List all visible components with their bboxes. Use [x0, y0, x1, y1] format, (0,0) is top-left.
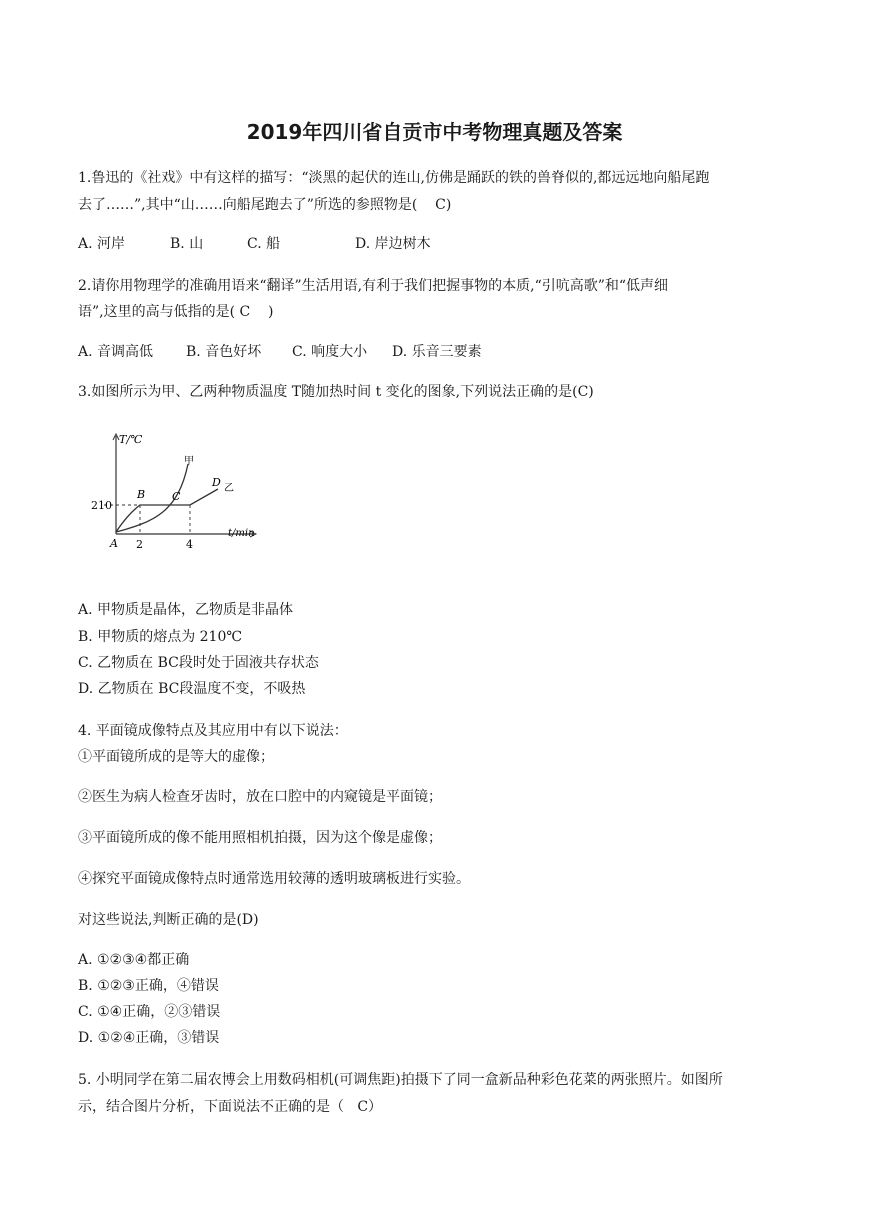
- q2-stem-line1: 2.请你用物理学的准确用语来“翻译”生活用语,有利于我们把握事物的本质,“引吭高歌”和“低声细: [78, 278, 669, 294]
- q2-option-d: D. 乐音三要素: [392, 344, 482, 360]
- q1-option-c: C. 船: [247, 236, 281, 252]
- q5-stem-line2: 示，结合图片分析，下面说法不正确的是（ C）: [78, 1099, 383, 1115]
- x-tick-2: 2: [136, 538, 143, 551]
- q4-option-d: D. ①②④正确，③错误: [78, 1030, 220, 1046]
- q1-option-d: D. 岸边树木: [355, 236, 431, 252]
- q4-statement-4: ④探究平面镜成像特点时通常选用较薄的透明玻璃板进行实验。: [78, 871, 470, 887]
- q4-question: 对这些说法,判断正确的是(D): [78, 912, 259, 928]
- q3-option-d: D. 乙物质在 BC段温度不变，不吸热: [78, 681, 306, 697]
- q2-option-a: A. 音调高低: [78, 344, 154, 360]
- page-title: 2019年四川省自贡市中考物理真题及答案: [246, 120, 623, 144]
- q4-stem: 4. 平面镜成像特点及其应用中有以下说法：: [78, 723, 348, 739]
- q4-option-b: B. ①②③正确，④错误: [78, 978, 219, 994]
- q1-option-b: B. 山: [170, 236, 204, 252]
- q3-option-b: B. 甲物质的熔点为 210℃: [78, 629, 243, 645]
- q1-option-a: A. 河岸: [78, 236, 126, 252]
- curve-yi: [116, 489, 218, 532]
- point-a-label: A: [110, 537, 118, 550]
- q4-statement-2: ②医生为病人检查牙齿时，放在口腔中的内窥镜是平面镜；: [78, 789, 442, 805]
- q3-stem: 3.如图所示为甲、乙两种物质温度 T随加热时间 t 变化的图象,下列说法正确的是(C): [78, 384, 594, 400]
- y-tick-210: 210: [91, 499, 112, 512]
- point-d-label: D: [212, 476, 221, 489]
- q1-options: [78, 234, 431, 254]
- point-b-label: B: [137, 488, 146, 501]
- q2-options: [78, 342, 482, 362]
- curve-yi-label: 乙: [224, 483, 234, 494]
- curve-jia-label: 甲: [184, 456, 194, 467]
- q4-statement-1: ①平面镜所成的是等大的虚像；: [78, 749, 274, 765]
- x-axis-label: t/min: [228, 528, 255, 539]
- point-c-label: C: [172, 490, 181, 503]
- q2-stem-line2: 语”,这里的高与低指的是( C ): [78, 304, 274, 320]
- q5-stem-line1: 5. 小明同学在第二届农博会上用数码相机(可调焦距)拍摄下了同一盒新品种彩色花菜的两张照片。如图所: [78, 1072, 723, 1088]
- q2-option-c: C. 响度大小: [292, 344, 368, 360]
- x-tick-4: 4: [186, 538, 193, 551]
- q2-option-b: B. 音色好坏: [186, 344, 262, 360]
- q4-option-c: C. ①④正确，②③错误: [78, 1004, 221, 1020]
- q4-statement-3: ③平面镜所成的像不能用照相机拍摄，因为这个像是虚像；: [78, 830, 442, 846]
- q1-stem-line2: 去了……”,其中“山……向船尾跑去了”所选的参照物是( C): [78, 197, 452, 213]
- y-axis-label: T/℃: [119, 433, 143, 446]
- q1-stem-line1: 1.鲁迅的《社戏》中有这样的描写：“淡黑的起伏的连山,仿佛是踊跃的铁的兽脊似的,都远远地向船尾跑: [78, 170, 710, 186]
- q3-option-c: C. 乙物质在 BC段时处于固液共存状态: [78, 655, 319, 671]
- temperature-time-graph: [82, 428, 282, 556]
- q3-option-a: A. 甲物质是晶体，乙物质是非晶体: [78, 602, 294, 618]
- q4-option-a: A. ①②③④都正确: [78, 952, 190, 968]
